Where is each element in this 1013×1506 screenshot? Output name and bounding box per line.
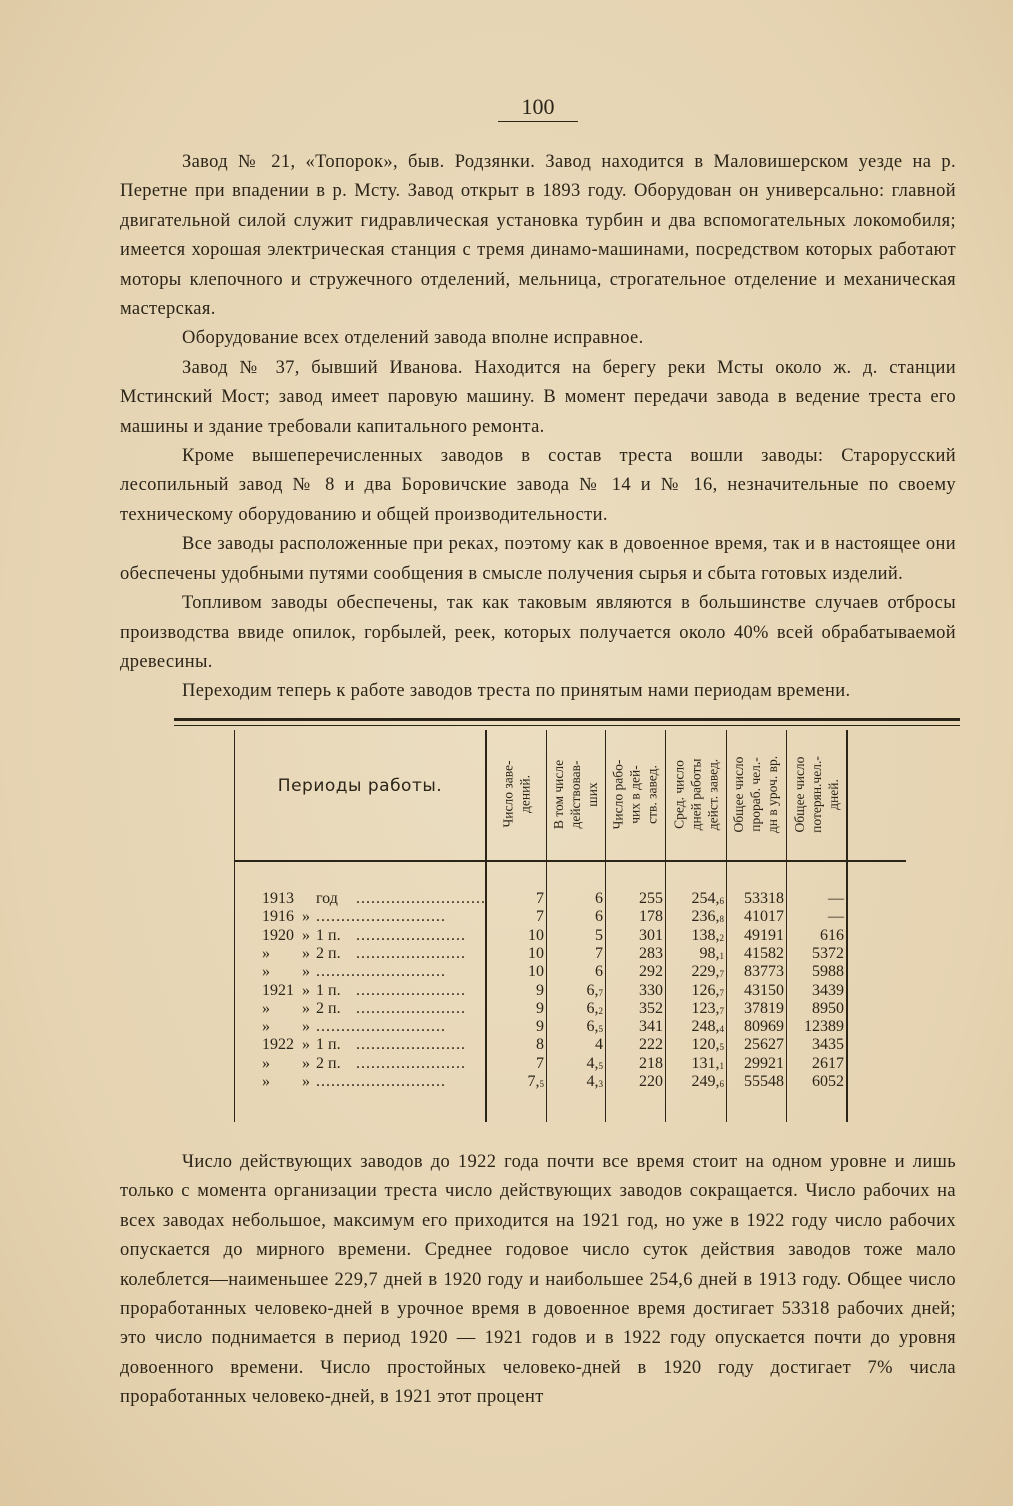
- table-cell: $229,_7$: [691, 963, 724, 981]
- table-cell: 41017: [744, 908, 784, 926]
- table-cell: 6: [595, 890, 603, 907]
- table-cell: $6,_7$: [586, 981, 603, 999]
- table-cell: 4: [595, 1036, 603, 1054]
- row-ditto: »: [302, 963, 310, 981]
- table-cell: $7,_5$: [527, 1073, 544, 1090]
- paragraph: Завод № 37, бывший Иванова. Находится на берегу реки Мсты около ж. д. станции Мстинский Мост; завод имеет паровую машину. В момент передачи завода в ведение треста его машины и здание требовали капитального ремонта.: [120, 357, 956, 437]
- table-cell: $120,_5$: [691, 1036, 724, 1054]
- row-period-label: [262, 1055, 488, 1073]
- table-cell: 3439: [812, 981, 844, 999]
- paragraph: Завод № 21, «Топорок», быв. Родзянки. Завод находится в Маловишерском уезде на р. Перетне при впадении в р. Мсту. Завод открыт в 1893 году. Оборудован он универсально: главной двигательной силой служит гидравлическая установка турбин и два вспомогательных локомобиля; имеется хорошая электрическая станция с тремя динамо-машинами, посредством которых работают моторы клепочного и стружечного отделений, мельница, строгательное отделение и механическая мастерская.: [120, 152, 956, 320]
- table-row: [174, 963, 960, 981]
- row-period-label: [262, 963, 488, 981]
- row-year: 1916: [262, 908, 294, 926]
- table-cell: 255: [639, 890, 663, 907]
- table-cell: 49191: [744, 926, 784, 944]
- row-period: 1 п.: [316, 981, 341, 999]
- column-header: Общее число потерян.чел.- дней.: [791, 755, 841, 833]
- row-ditto: »: [302, 999, 310, 1017]
- row-period: год: [316, 890, 338, 907]
- row-leader-dots: ......................: [356, 999, 466, 1017]
- row-period-label: [262, 945, 488, 963]
- table-cell: 7: [595, 944, 603, 962]
- table-cell: $6,_2$: [586, 999, 603, 1017]
- row-leader-dots: ..........................: [316, 1018, 446, 1036]
- table-cell: 29921: [744, 1054, 784, 1072]
- table-row: [174, 1036, 960, 1054]
- row-leader-dots: ......................: [356, 944, 466, 962]
- table-cell: 83773: [744, 963, 784, 981]
- row-period: 2 п.: [316, 1054, 341, 1072]
- table-cell: $4,_5$: [586, 1054, 603, 1072]
- table-cell: $98,_1$: [699, 944, 724, 962]
- table-row: [174, 1018, 960, 1036]
- row-leader-dots: ......................: [356, 981, 466, 999]
- row-period-label: [262, 1036, 488, 1054]
- table-row: [174, 908, 960, 926]
- table-cell: 9: [536, 999, 544, 1017]
- row-ditto: »: [302, 1073, 310, 1090]
- table-cell: 8: [536, 1036, 544, 1054]
- row-period-label: [262, 927, 488, 945]
- table-cell: 341: [639, 1018, 663, 1036]
- table-row: [174, 927, 960, 945]
- table-cell: 8950: [812, 999, 844, 1017]
- row-leader-dots: ......................: [356, 1036, 466, 1054]
- table-cell: —: [828, 890, 844, 907]
- factory-periods-table: [174, 718, 960, 1136]
- paragraph: Переходим теперь к работе заводов треста по принятым нами периодам времени.: [182, 681, 851, 702]
- table-cell: $254,_6$: [691, 890, 724, 907]
- row-ditto: »: [302, 1018, 310, 1036]
- table-cell: 7: [536, 890, 544, 907]
- table-cell: 292: [639, 963, 663, 981]
- table-cell: 7: [536, 1054, 544, 1072]
- table-cell: 5372: [812, 944, 844, 962]
- table-cell: 12389: [804, 1018, 844, 1036]
- table-cell: $249,_6$: [691, 1073, 724, 1090]
- column-header: Сред. число дней работы дейст. завед.: [671, 758, 720, 830]
- row-ditto: »: [302, 1036, 310, 1054]
- paragraph: Кроме вышеперечисленных заводов в состав треста вошли заводы: Старорусский лесопильный завод № 8 и два Боровичские завода № 14 и № 16, незначительные по своему техническому оборудованию и общей производительности.: [120, 446, 956, 525]
- table-cell: 218: [639, 1054, 663, 1072]
- table-cell: 2617: [812, 1054, 844, 1072]
- paragraph: Число действующих заводов до 1922 года почти все время стоит на одном уровне и лишь только с момента организации треста число действующих заводов сокращается. Число рабочих на всех заводах небольшое, максимум его приходится на 1921 год, но уже в 1922 году число рабочих опускается до мирного времени. Среднее годовое число суток действия заводов тоже мало колеблется—наименьшее 229,7 дней в 1920 году и наибольшее 254,6 дней в 1913 году. Общее число проработанных человеко-дней в урочное время в довоенное время достигает 53318 рабочих дней; это число поднимается в период 1920 — 1921 годов и в 1922 году опускается почти до уровня довоенного времени. Число простойных человеко-дней в 1920 году достигает 7% числа проработанных человеко-дней, в 1921 этот процент: [120, 1152, 956, 1408]
- row-year: »: [262, 999, 270, 1017]
- row-year: 1921: [262, 981, 294, 999]
- column-header: Число заве- дений.: [500, 760, 532, 828]
- table-cell: 41582: [744, 944, 784, 962]
- table-row: [174, 945, 960, 963]
- table-cell: —: [828, 908, 844, 926]
- row-ditto: »: [302, 944, 310, 962]
- table-cell: 10: [528, 963, 544, 981]
- row-ditto: »: [302, 1054, 310, 1072]
- row-leader-dots: ......................: [356, 926, 466, 944]
- table-header-rule: [234, 860, 906, 862]
- table-cell: 5: [595, 926, 603, 944]
- row-period: 2 п.: [316, 999, 341, 1017]
- table-cell: $236,_8$: [691, 908, 724, 926]
- row-period: 1 п.: [316, 926, 341, 944]
- table-cell: $248,_4$: [691, 1018, 724, 1036]
- table-cell: 6052: [812, 1073, 844, 1090]
- table-cell: 178: [639, 908, 663, 926]
- table-cell: $6,_5$: [586, 1018, 603, 1036]
- row-ditto: »: [302, 981, 310, 999]
- row-period: 1 п.: [316, 1036, 341, 1054]
- body-text-top: [120, 148, 956, 707]
- page-number-rule: [498, 121, 578, 122]
- row-year: »: [262, 944, 270, 962]
- paragraph: Оборудование всех отделений завода вполне исправное.: [182, 328, 644, 349]
- table-cell: 80969: [744, 1018, 784, 1036]
- row-leader-dots: ..........................: [316, 963, 446, 981]
- table-row: [174, 1000, 960, 1018]
- row-leader-dots: ..........................: [316, 1073, 446, 1090]
- row-year: 1920: [262, 926, 294, 944]
- table-cell: 53318: [744, 890, 784, 907]
- table-cell: 6: [595, 908, 603, 926]
- row-ditto: »: [302, 926, 310, 944]
- table-cell: $4,_3$: [586, 1073, 603, 1090]
- page-number: 100: [521, 94, 555, 119]
- period-column-header: Периоды работы.: [277, 776, 443, 796]
- row-period-label: [262, 1018, 488, 1036]
- table-cell: 10: [528, 926, 544, 944]
- paragraph: Топливом заводы обеспечены, так как таковым являются в большинстве случаев отбросы производства ввиде опилок, горбылей, реек, которых получается около 40% всей обрабатываемой древесины.: [120, 593, 956, 672]
- table-row: [174, 982, 960, 1000]
- row-period-label: [262, 890, 488, 908]
- row-period-label: [262, 1000, 488, 1018]
- paragraph: Все заводы расположенные при реках, поэтому как в довоенное время, так и в настоящее они обеспечены удобными путями сообщения в смысле получения сырья и сбыта готовых изделий.: [120, 534, 956, 584]
- table-cell: 37819: [744, 999, 784, 1017]
- table-cell: 3435: [812, 1036, 844, 1054]
- table-cell: $126,_7$: [691, 981, 724, 999]
- body-text-bottom: [120, 1148, 956, 1413]
- table-top-rule: [174, 718, 960, 721]
- row-leader-dots: ..........................: [356, 890, 486, 907]
- row-year: 1913: [262, 890, 294, 907]
- table-cell: 616: [820, 926, 844, 944]
- row-year: 1922: [262, 1036, 294, 1054]
- row-period-label: [262, 1073, 488, 1091]
- row-period: 2 п.: [316, 944, 341, 962]
- table-cell: 9: [536, 1018, 544, 1036]
- table-cell: 25627: [744, 1036, 784, 1054]
- row-period-label: [262, 982, 488, 1000]
- row-year: »: [262, 963, 270, 981]
- table-cell: 352: [639, 999, 663, 1017]
- table-row: [174, 890, 960, 908]
- row-period-label: [262, 908, 488, 926]
- row-ditto: »: [302, 908, 310, 926]
- table-cell: 330: [639, 981, 663, 999]
- table-top-rule-thin: [174, 725, 960, 726]
- row-leader-dots: ......................: [356, 1054, 466, 1072]
- row-year: »: [262, 1073, 270, 1090]
- table-cell: 283: [639, 944, 663, 962]
- table-cell: 9: [536, 981, 544, 999]
- table-cell: 301: [639, 926, 663, 944]
- table-cell: $138,_2$: [691, 926, 724, 944]
- table-cell: $131,_1$: [691, 1054, 724, 1072]
- column-header: Число рабо- чих в дей- ств. завед.: [610, 759, 660, 829]
- table-cell: $123,_7$: [691, 999, 724, 1017]
- table-row: [174, 1055, 960, 1073]
- table-cell: 10: [528, 944, 544, 962]
- table-cell: 7: [536, 908, 544, 926]
- table-cell: 55548: [744, 1073, 784, 1090]
- table-cell: 222: [639, 1036, 663, 1054]
- column-header: Общее число прораб. чел.- дн в уроч. вр.: [731, 755, 781, 833]
- table-cell: 220: [639, 1073, 663, 1090]
- table-cell: 6: [595, 963, 603, 981]
- table-row: [174, 1073, 960, 1091]
- table-cell: 43150: [744, 981, 784, 999]
- row-year: »: [262, 1054, 270, 1072]
- row-leader-dots: ..........................: [316, 908, 446, 926]
- table-cell: 5988: [812, 963, 844, 981]
- row-year: »: [262, 1018, 270, 1036]
- column-header: В том числе действовав- ших: [551, 759, 600, 829]
